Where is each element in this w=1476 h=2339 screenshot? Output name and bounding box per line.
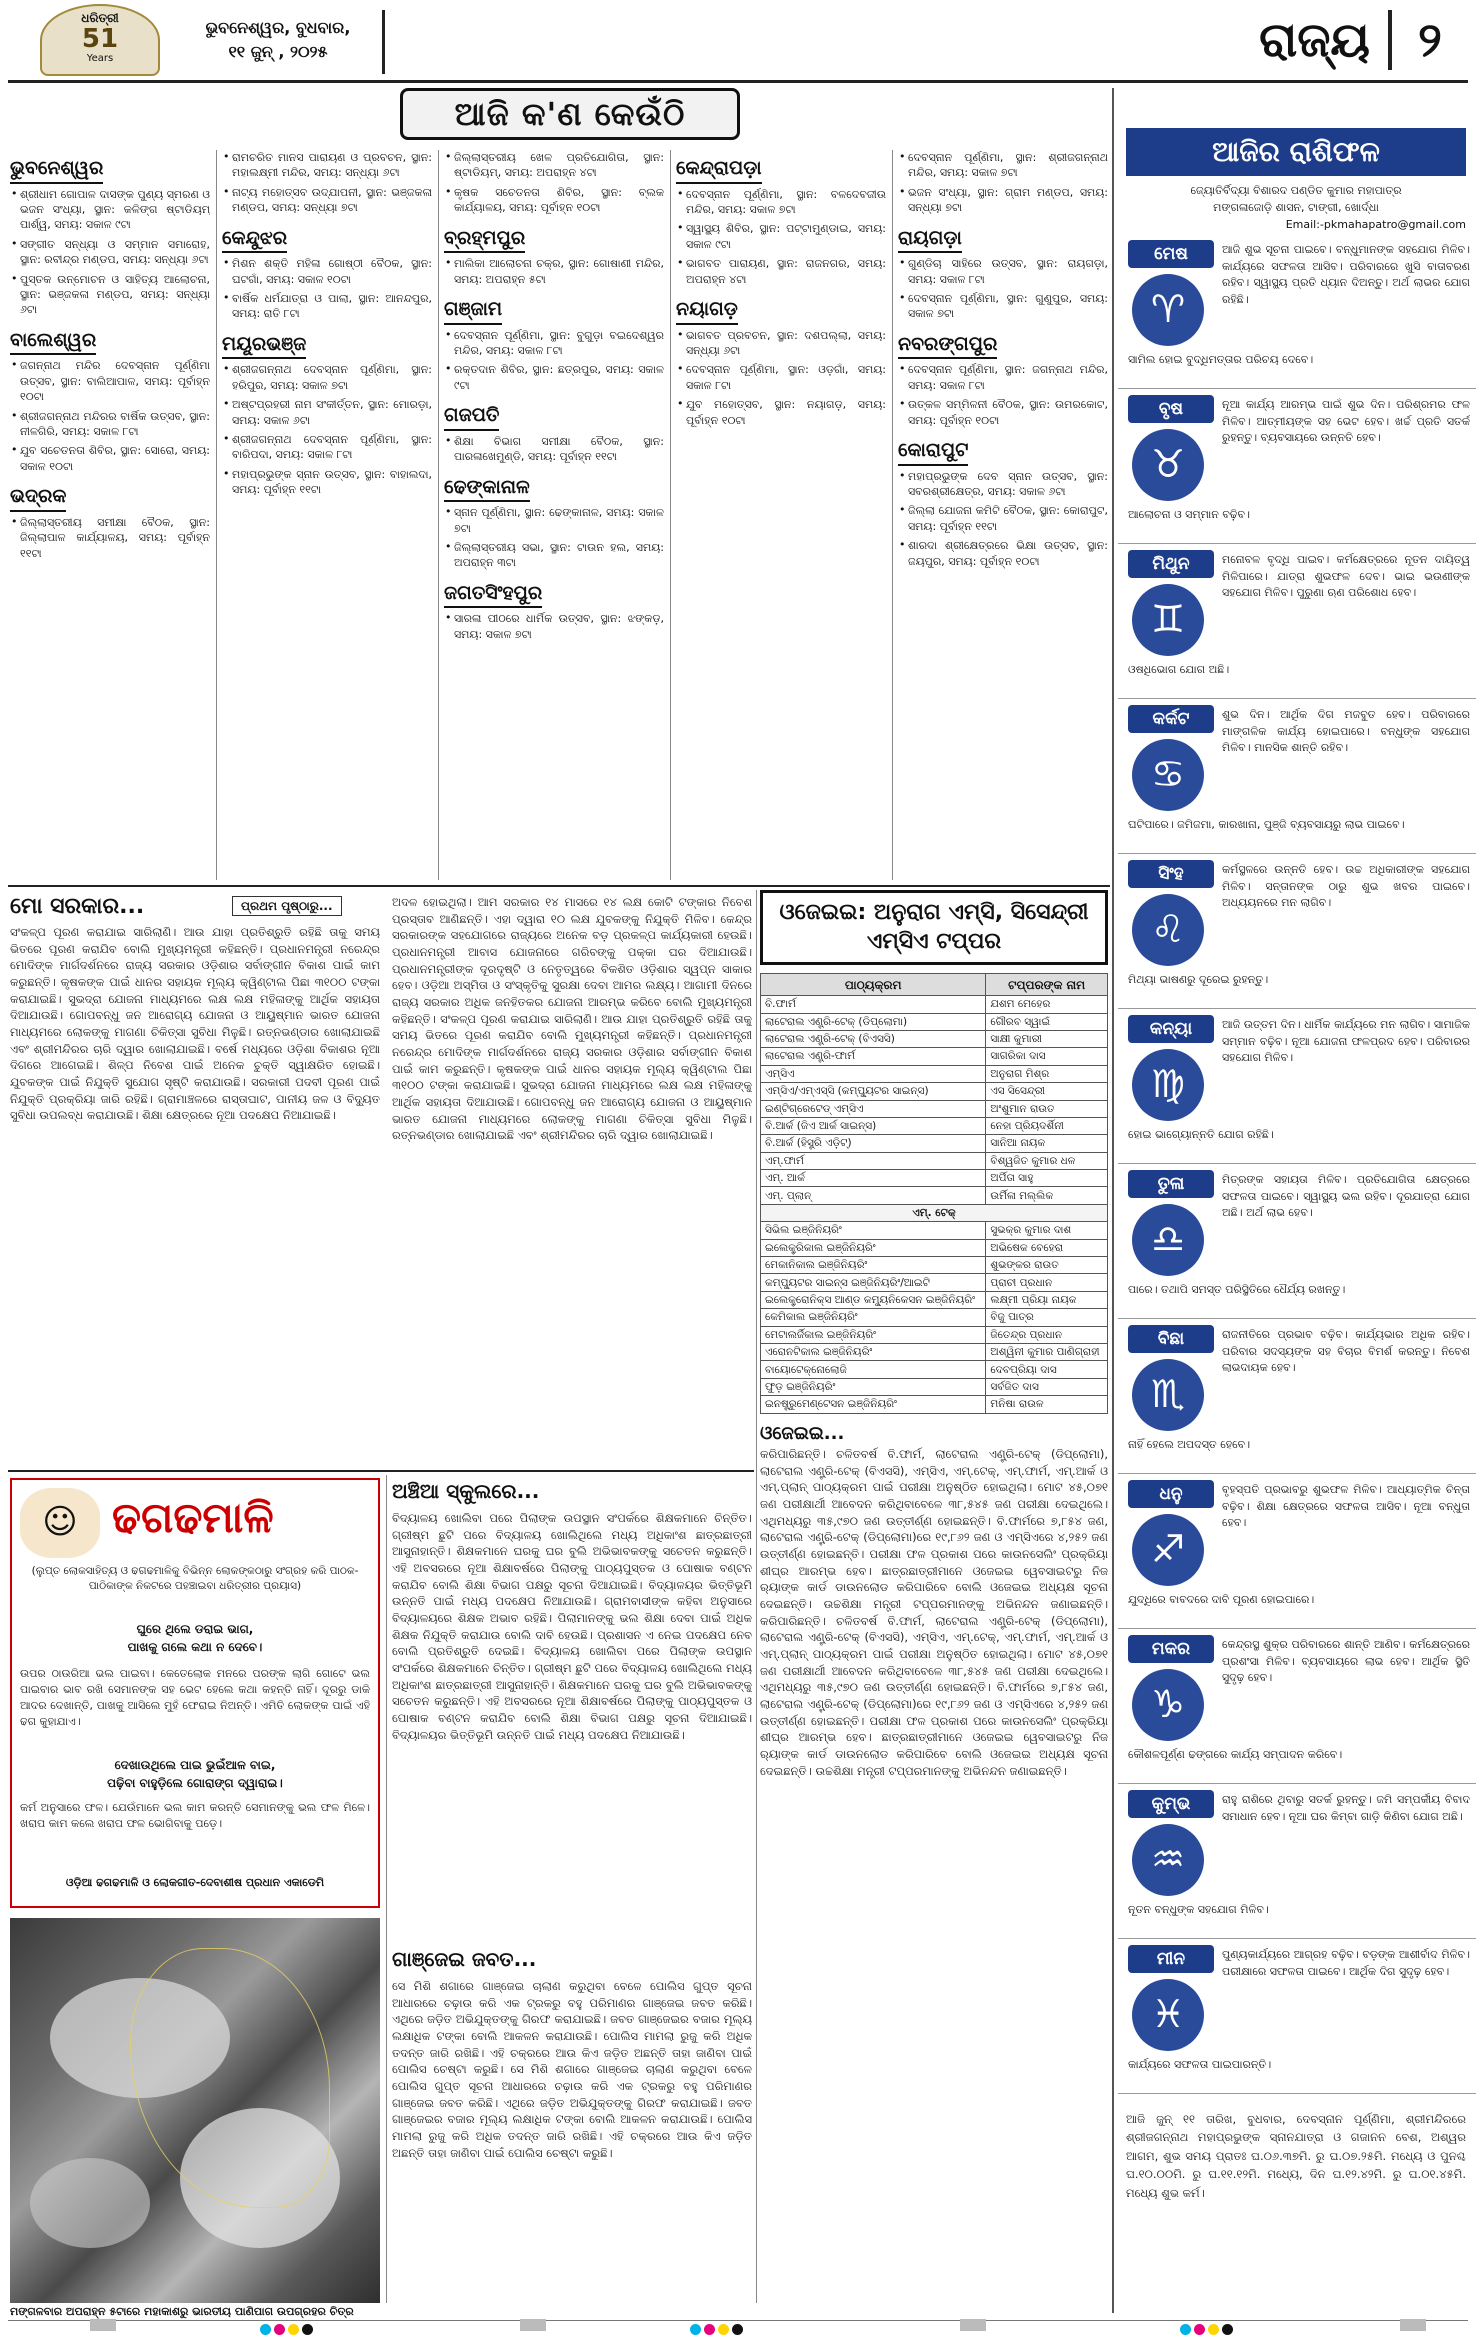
dhamali-body: ଉପର ଠାଉରିଆ ଭଲ ପାଇବା। କେତେଲୋକ ମନରେ ପରଙ୍କ ଲାଗି ଗୋଟେ ଭଲ ପାଇବାର ଭାବ ରଖି ସେମାନଙ୍କ ସହ ଭେଟ ହେଲେ କଥା କହନ୍ତି ନାହିଁ। ଦୂରରୁ ଡାକି ଆଦର ଦେଖାନ୍ତି, ପାଖକୁ ଆସିଲେ ମୁହଁ ଫେରାଇ ନିଅନ୍ତି। ଏମିତି ଲୋକଙ୍କ ପାଇଁ ଏହି ଢଗ କୁହାଯାଏ। xyxy=(20,1667,370,1728)
rashi-tail: କାର୍ଯ୍ୟରେ ସଫଳତା ପାଇପାରନ୍ତି। xyxy=(1128,2058,1272,2071)
ganjei-body xyxy=(392,1978,752,2300)
rashi-divider xyxy=(1118,1628,1476,1629)
district-heading: କେନ୍ଦୁଝର xyxy=(222,226,287,254)
rashi-divider xyxy=(1118,543,1476,544)
rashi-text: ନୂଆ କାର୍ଯ୍ୟ ଆରମ୍ଭ ପାଇଁ ଶୁଭ ଦିନ। ପରିଶ୍ରମର ଫଳ ମିଳିବ। ଆତ୍ମୀୟଙ୍କ ସହ ଭେଟ ହେବ। ଖର୍ଚ୍ଚ ପ୍ରତି ସତର୍କ ରୁହନ୍ତୁ। ବ୍ୟବସାୟରେ ଉନ୍ନତି ହେବ। xyxy=(1222,398,1470,444)
header-date xyxy=(178,16,378,64)
district-heading: ବ୍ରହ୍ମପୁର xyxy=(444,226,525,254)
registration-bar xyxy=(90,2319,116,2331)
rashi-divider xyxy=(1118,388,1476,389)
table-row xyxy=(761,1344,1108,1361)
dhamali-cartoon: ☺ xyxy=(20,1488,100,1558)
zodiac-icon: ♒ xyxy=(1132,1824,1204,1896)
event-item: • ମହାପ୍ରଭୁଙ୍କ ଦେବ ସ୍ନାନ ଉତ୍ସବ, ସ୍ଥାନ: ସବରଶ୍ରୀକ୍ଷେତ୍ର, ସମୟ: ସକାଳ ୬ଟା xyxy=(908,469,1108,500)
event-item: • ରାମଚରିତ ମାନସ ପାରାୟଣ ଓ ପ୍ରବଚନ, ସ୍ଥାନ: ମହାଲକ୍ଷ୍ମୀ ମନ୍ଦିର, ସମୟ: ସନ୍ଧ୍ୟା ୬ଟା xyxy=(232,150,432,181)
registration-dots xyxy=(1180,2323,1236,2339)
event-item: • ଦେବସ୍ନାନ ପୂର୍ଣ୍ଣିମା, ସ୍ଥାନ: ବଳଦେବଜୀଉ ମନ୍ଦିର, ସମୟ: ସକାଳ ୭ଟା xyxy=(686,187,886,218)
ojee-p1: କରିପାରିଛନ୍ତି। ଚଳିତବର୍ଷ ବି.ଫାର୍ମ, ଲାଟେରାଲ ଏଣ୍ଟ୍ରି-ଟେକ୍ (ଡିପ୍ଲୋମା), ଲାଟେରାଲ ଏଣ୍ଟ୍ରି-ଟେକ୍ (ବିଏସସି), ଏମ୍‌ସିଏ, ଏମ୍.ଟେକ୍, ଏମ୍.ଫାର୍ମ, ଏମ୍.ଆର୍କ ଓ ଏମ୍.ପ୍ଲାନ୍ ପାଠ୍ୟକ୍ରମ ପାଇଁ ପରୀକ୍ଷା ଅନୁଷ୍ଠିତ ହୋଇଥିଲା। ମୋଟ ୪୫,୦୭୧ ଜଣ ପରୀକ୍ଷାର୍ଥୀ ଆବେଦନ କରିଥିବାବେଳେ ୩୮,୫୪୫ ଜଣ ପରୀକ୍ଷା ଦେଇଥିଲେ। ଏଥିମଧ୍ୟରୁ ୩୫,୯୭୦ ଜଣ ଉତ୍ତୀର୍ଣ୍ଣ ହୋଇଛନ୍ତି। ବି.ଫାର୍ମରେ ୭,୮୫୪ ଜଣ, ଲାଟେରାଲ ଏଣ୍ଟ୍ରି-ଟେକ୍ (ଡିପ୍ଲୋମା)ରେ ୧୯,୮୬୨ ଜଣ ଓ ଏମ୍‌ସିଏରେ ୪,୨୫୨ ଜଣ ଉତ୍ତୀର୍ଣ୍ଣ ହୋଇଛନ୍ତି। xyxy=(760,1446,1108,1561)
course-cell: ମେକାନିକାଲ ଇଞ୍ଜିନିୟରିଂ xyxy=(761,1257,986,1274)
event-item: • ଦେବସ୍ନାନ ପୂର୍ଣ୍ଣିମା, ସ୍ଥାନ: ଶ୍ରୀଜଗନ୍ନାଥ ମନ୍ଦିର, ସମୟ: ସକାଳ ୭ଟା xyxy=(908,150,1108,181)
course-cell: ସିଭିଲ ଇଞ୍ଜିନିୟରିଂ xyxy=(761,1222,986,1239)
rashi-name: ବିଛା xyxy=(1128,1325,1214,1353)
rashi-name: କର୍କଟ xyxy=(1128,705,1214,733)
rashi-divider xyxy=(1118,1783,1476,1784)
event-item: • ଯୁବ ସଚେତନତା ଶିବିର, ସ୍ଥାନ: ସୋରୋ, ସମୟ: ସକାଳ ୧୦ଟା xyxy=(20,443,210,474)
event-item: • ବାର୍ଷିକ ଧର୍ମଯାତ୍ରା ଓ ପାଲା, ସ୍ଥାନ: ଆନନ୍ଦପୁର, ସମୟ: ରାତି ୮ଟା xyxy=(232,291,432,322)
topper-cell: ଜିତେନ୍ଦ୍ର ପ୍ରଧାନ xyxy=(986,1326,1108,1343)
table-row xyxy=(761,1135,1108,1152)
district-heading: ଜଗତସିଂହପୁର xyxy=(444,581,542,609)
sarkar-p1-repeat: ସଂକଳ୍ପ ପୂରଣ କରାଯାଇ ସାରିଲାଣି। ଆଉ ଯାହା ପ୍ରତିଶ୍ରୁତି ରହିଛି ତାକୁ ସମୟ ଭିତରେ ପୂରଣ କରାଯିବ ବୋଲି ମୁଖ୍ୟମନ୍ତ୍ରୀ କହିଛନ୍ତି। ପ୍ରଧାନମନ୍ତ୍ରୀ ନରେନ୍ଦ୍ର ମୋଦିଙ୍କ ମାର୍ଗଦର୍ଶନରେ ରାଜ୍ୟ ସରକାର ଓଡ଼ିଶାର ସର୍ବାଙ୍ଗୀନ ବିକାଶ ପାଇଁ କାମ କରୁଛନ୍ତି। କୃଷକଙ୍କ ପାଇଁ ଧାନର ସହାୟକ ମୂଲ୍ୟ କ୍ୱିଣ୍ଟାଲ ପିଛା ୩୧୦୦ ଟଙ୍କା କରାଯାଇଛି। ସୁଭଦ୍ରା ଯୋଜନା ମାଧ୍ୟମରେ ଲକ୍ଷ ଲକ୍ଷ ମହିଳାଙ୍କୁ ଆର୍ଥିକ ସହାୟତା ଦିଆଯାଉଛି। ଗୋପବନ୍ଧୁ ଜନ ଆରୋଗ୍ୟ ଯୋଜନା ଓ ଆୟୁଷ୍ମାନ ଭାରତ ଯୋଜନା ମାଧ୍ୟମରେ ଲୋକଙ୍କୁ ମାଗଣା ଚିକିତ୍ସା ସୁବିଧା ମିଳୁଛି। ରତ୍ନଭଣ୍ଡାର ଖୋଲାଯାଇଛି ଏବଂ ଶ୍ରୀମନ୍ଦିରର ଚାରି ଦ୍ୱାର ଖୋଲାଯାଇଛି। xyxy=(392,1011,752,1143)
rashi-tail: ଓଷଧିଭୋଗ ଯୋଗ ଅଛି। xyxy=(1128,663,1230,676)
registration-dot xyxy=(704,2324,715,2335)
rashi-9 xyxy=(1118,1480,1476,1629)
events-col-4 xyxy=(676,150,886,875)
course-cell: ଇଲେକ୍ଟ୍ରିକାଲ ଇଞ୍ଜିନିୟରିଂ xyxy=(761,1239,986,1256)
district-heading: ଗଞ୍ଜାମ xyxy=(444,297,502,325)
topper-cell: ନେହା ପ୍ରିୟଦର୍ଶିନୀ xyxy=(986,1117,1108,1134)
rashi-11 xyxy=(1118,1790,1476,1939)
rashi-6 xyxy=(1118,1015,1476,1164)
rashi-12 xyxy=(1118,1945,1476,2094)
registration-bar xyxy=(1400,2319,1426,2331)
event-item: • ଜିଲ୍ଲାସ୍ତରୀୟ ସମୀକ୍ଷା ବୈଠକ, ସ୍ଥାନ: ଜିଲ୍ଲାପାଳ କାର୍ଯ୍ୟାଳୟ, ସମୟ: ପୂର୍ବାହ୍ନ ୧୧ଟା xyxy=(20,515,210,561)
section-title: ରାଜ୍ୟ xyxy=(1259,12,1370,68)
registration-dot xyxy=(1180,2324,1191,2335)
ojee-p2: ପରୀକ୍ଷା ଫଳ ପ୍ରକାଶ ପରେ କାଉନସେଲିଂ ପ୍ରକ୍ରିୟା ଶୀଘ୍ର ଆରମ୍ଭ ହେବ। ଛାତ୍ରଛାତ୍ରୀମାନେ ଓଜେଇଇ ୱେବସାଇଟରୁ ନିଜ ର‌୍ୟାଙ୍କ କାର୍ଡ ଡାଉନଲୋଡ କରିପାରିବେ ବୋଲି ଓଜେଇଇ ଅଧ୍ୟକ୍ଷ ସୂଚନା ଦେଇଛନ୍ତି। ଉଚ୍ଚଶିକ୍ଷା ମନ୍ତ୍ରୀ ଟପ୍‌ପରମାନଙ୍କୁ ଅଭିନନ୍ଦନ ଜଣାଇଛନ୍ତି। xyxy=(760,1546,1108,1611)
rashi-name: କନ୍ୟା xyxy=(1128,1015,1214,1043)
course-cell: ଇଲେକ୍ଟ୍ରୋନିକ୍ସ ଆଣ୍ଡ କମ୍ୟୁନିକେସନ ଇଞ୍ଜିନିୟରିଂ xyxy=(761,1291,986,1308)
table-row xyxy=(761,1048,1108,1065)
topper-cell: ଉର୍ମିଳା ମଲ୍ଲିକ xyxy=(986,1187,1108,1204)
rashi-tail: ଘଟିପାରେ। ଜମିଜମା, କାରଖାନା, ପୁଞ୍ଜି ବ୍ୟବସାୟରୁ ଲାଭ ପାଇବେ। xyxy=(1128,818,1405,831)
district-heading: ନୟାଗଡ଼ xyxy=(676,297,738,325)
rashi-tail: କୌଶଳପୂର୍ଣ୍ଣ ଢଙ୍ଗରେ କାର୍ଯ୍ୟ ସମ୍ପାଦନ କରିବେ। xyxy=(1128,1748,1343,1761)
event-item: • ନାଟ୍ୟ ମହୋତ୍ସବ ଉଦ୍‌ଯାପନୀ, ସ୍ଥାନ: ଭଞ୍ଜକଳା ମଣ୍ଡପ, ସମୟ: ସନ୍ଧ୍ୟା ୭ଟା xyxy=(232,185,432,216)
table-row xyxy=(761,1083,1108,1100)
event-item: • ଅଷ୍ଟପ୍ରହରୀ ନାମ ସଂକୀର୍ତ୍ତନ, ସ୍ଥାନ: ମୋରଡ଼ା, ସମୟ: ସକାଳ ୬ଟା xyxy=(232,397,432,428)
rashi-name: ମେଷ xyxy=(1128,240,1214,268)
zodiac-icon: ♋ xyxy=(1132,739,1204,811)
registration-dot xyxy=(690,2324,701,2335)
ojee-divider xyxy=(756,890,757,2303)
event-item: • ଶ୍ରୀଜଗନ୍ନାଥ ଦେବସ୍ନାନ ପୂର୍ଣ୍ଣିମା, ସ୍ଥାନ: ହରିପୁର, ସମୟ: ସକାଳ ୭ଟା xyxy=(232,362,432,393)
table-row xyxy=(761,1013,1108,1030)
event-item: • ଦେବସ୍ନାନ ପୂର୍ଣ୍ଣିମା, ସ୍ଥାନ: ବୁଗୁଡ଼ା ବଇଦେଶ୍ୱର ମନ୍ଦିର, ସମୟ: ସକାଳ ୮ଟା xyxy=(454,328,664,359)
ganjei-title: ଗାଞ୍ଜେଇ ଜବତ... xyxy=(392,1947,537,1971)
district-heading: ନବରଙ୍ଗପୁର xyxy=(898,332,997,360)
event-item: • ଜିଲ୍ଲାସ୍ତରୀୟ ଖେଳ ପ୍ରତିଯୋଗିତା, ସ୍ଥାନ: ଷ୍ଟାଡିୟମ୍‌, ସମୟ: ଅପରାହ୍ନ ୪ଟା xyxy=(454,150,664,181)
col-header-course: ପାଠ୍ୟକ୍ରମ xyxy=(761,974,986,996)
page-number: ୨ xyxy=(1418,12,1442,68)
event-item: • ରକ୍ତଦାନ ଶିବିର, ସ୍ଥାନ: ଛତ୍ରପୁର, ସମୟ: ସକାଳ ୯ଟା xyxy=(454,362,664,393)
sarkar-bottom-rule xyxy=(8,1470,754,1472)
event-item: • ମହାପ୍ରଭୁଙ୍କ ସ୍ନାନ ଉତ୍ସବ, ସ୍ଥାନ: ବାହାଲଦା, ସମୟ: ପୂର୍ବାହ୍ନ ୧୧ଟା xyxy=(232,467,432,498)
event-item: • ସ୍ୱାସ୍ଥ୍ୟ ଶିବିର, ସ୍ଥାନ: ପଟ୍ଟାମୁଣ୍ଡାଇ, ସମୟ: ସକାଳ ୯ଟା xyxy=(686,221,886,252)
col-header-name: ଟପ୍‌ପରଙ୍କ ନାମ xyxy=(986,974,1108,996)
registration-dot xyxy=(1222,2324,1233,2335)
sarkar-body-2 xyxy=(392,894,752,1464)
event-item: • ଉତ୍କଳ ସମ୍ମିଳନୀ ବୈଠକ, ସ୍ଥାନ: ଉମରକୋଟ, ସମୟ: ପୂର୍ବାହ୍ନ ୧୦ଟା xyxy=(908,397,1108,428)
course-cell: ଏମ୍‌ସିଏ xyxy=(761,1065,986,1082)
registration-dot xyxy=(1194,2324,1205,2335)
registration-dot xyxy=(302,2324,313,2335)
table-row xyxy=(761,1257,1108,1274)
zodiac-icon: ♎ xyxy=(1132,1204,1204,1276)
ojee-body xyxy=(760,1446,1108,2206)
rashi-name: ଧନୁ xyxy=(1128,1480,1214,1508)
topper-cell: ଶୁଭଙ୍କର ରାଉତ xyxy=(986,1257,1108,1274)
ojee-box xyxy=(760,890,1108,2302)
course-cell: ଲାଟେରାଲ ଏଣ୍ଟ୍ରି-ଟେକ୍ (ବିଏସସି) xyxy=(761,1030,986,1047)
rashi-tail: ପାରେ। ତଥାପି ସମସ୍ତ ପରିସ୍ଥିତିରେ ଧୈର୍ଯ୍ୟ ରଖନ୍ତୁ। xyxy=(1128,1283,1346,1296)
mid-divider xyxy=(386,1475,387,2303)
course-cell: ଏରୋନଟିକାଲ ଇଞ୍ଜିନିୟରିଂ xyxy=(761,1344,986,1361)
right-column-divider xyxy=(1112,88,1114,2313)
col-divider xyxy=(438,150,439,880)
rashi-name: ମକର xyxy=(1128,1635,1214,1663)
course-cell: ଏମ୍. ଆର୍କ xyxy=(761,1170,986,1187)
district-heading: କେନ୍ଦ୍ରାପଡ଼ା xyxy=(676,156,762,184)
col-divider xyxy=(892,150,893,880)
sarkar-p2: ବର୍ଷେ ମଧ୍ୟରେ ଓଡ଼ିଶା ବିକାଶର ନୂଆ ଦିଗରେ ଆଗେଇଛି। ଶିଳ୍ପ ନିବେଶ ପାଇଁ ଅନେକ ଚୁକ୍ତି ସ୍ୱାକ୍ଷରିତ ହୋଇଛି। ଯୁବକଙ୍କ ପାଇଁ ନିଯୁକ୍ତି ସୁଯୋଗ ସୃଷ୍ଟି କରାଯାଉଛି। ସରକାରୀ ପଦବୀ ପୂରଣ ପାଇଁ ନିଯୁକ୍ତି ପ୍ରକ୍ରିୟା ଜାରି ରହିଛି। ଗ୍ରାମାଞ୍ଚଳରେ ରାସ୍ତାଘାଟ, ପାନୀୟ ଜଳ ଓ ବିଦ୍ୟୁତ ସୁବିଧା ଉପଲବ୍ଧ କରାଯାଉଛି। ଶିକ୍ଷା କ୍ଷେତ୍ରରେ ନୂଆ ପଦକ୍ଷେପ ନିଆଯାଇଛି। xyxy=(10,1041,380,1123)
district-heading: ଢେଙ୍କାନାଳ xyxy=(444,475,530,503)
topper-cell: ସାକ୍ଷୀ କୁମାରୀ xyxy=(986,1030,1108,1047)
rashi-tail: ନାହିଁ ହେଲେ ଅପଦସ୍ତ ହେବେ। xyxy=(1128,1438,1251,1451)
rashi-text: ମନୋବଳ ବୃଦ୍ଧି ପାଇବ। କର୍ମକ୍ଷେତ୍ରରେ ନୂତନ ଦାୟିତ୍ୱ ମିଳିପାରେ। ଯାତ୍ରା ଶୁଭଫଳ ଦେବ। ଭାଇ ଭଉଣୀଙ୍କ ସହଯୋଗ ମିଳିବ। ପୁରୁଣା ଋଣ ପରିଶୋଧ ହେବ। xyxy=(1222,553,1470,599)
zodiac-icon: ♓ xyxy=(1132,1979,1204,2051)
table-row xyxy=(761,1239,1108,1256)
cloud-mass xyxy=(30,2158,150,2248)
event-item: • ଶ୍ରୀଧାମ ଗୋପାଳ ଦାସଙ୍କ ପୁଣ୍ୟ ସ୍ମରଣ ଓ ଭଜନ ସଂଧ୍ୟା, ସ୍ଥାନ: କଳିଙ୍ଗ ଷ୍ଟାଡିୟମ୍‌ ପାର୍ଶ୍ୱ, ସମୟ: ସକାଳ ୯ଟା xyxy=(20,187,210,233)
anchhi-body xyxy=(392,1510,752,1940)
registration-dots xyxy=(260,2323,316,2339)
event-item: • ସ୍ନାନ ପୂର୍ଣ୍ଣିମା, ସ୍ଥାନ: ଢେଙ୍କାନାଳ, ସମୟ: ସକାଳ ୭ଟା xyxy=(454,505,664,536)
event-item: • ସଙ୍ଗୀତ ସନ୍ଧ୍ୟା ଓ ସମ୍ମାନ ସମାରୋହ, ସ୍ଥାନ: ରବୀନ୍ଦ୍ର ମଣ୍ଡପ, ସମୟ: ସନ୍ଧ୍ୟା ୬ଟା xyxy=(20,237,210,268)
event-item: • ମାଲିକା ଆଲୋଚନା ଚକ୍ର, ସ୍ଥାନ: ଗୋଷାଣୀ ମନ୍ଦିର, ସମୟ: ଅପରାହ୍ନ ୫ଟା xyxy=(454,256,664,287)
table-row xyxy=(761,1030,1108,1047)
rashi-2 xyxy=(1118,395,1476,544)
course-cell: କେମିକାଲ ଇଞ୍ଜିନିୟରିଂ xyxy=(761,1309,986,1326)
dhamali-body-2: କର୍ମ ଅନୁସାରେ ଫଳ। ଯେଉଁମାନେ ଭଲ କାମ କରନ୍ତି ସେମାନଙ୍କୁ ଭଲ ଫଳ ମିଳେ। ଖରାପ କାମ କଲେ ଖରାପ ଫଳ ଭୋଗିବାକୁ ପଡ଼େ। xyxy=(20,1801,370,1830)
course-cell: କମ୍ପ୍ୟୁଟର ସାଇନ୍ସ ଇଞ୍ଜିନିୟରିଂ/ଆଇଟି xyxy=(761,1274,986,1291)
zodiac-icon: ♍ xyxy=(1132,1049,1204,1121)
district-heading: ଭଦ୍ରକ xyxy=(10,484,66,512)
event-item: • ପୁସ୍ତକ ଉନ୍ମୋଚନ ଓ ସାହିତ୍ୟ ଆଲୋଚନା, ସ୍ଥାନ: ଭଞ୍ଜକଳା ମଣ୍ଡପ, ସମୟ: ସନ୍ଧ୍ୟା ୬ଟା xyxy=(20,272,210,318)
topper-cell: ବିଜୁ ପାତ୍ର xyxy=(986,1309,1108,1326)
badge-top: ଧରିତ୍ରୀ xyxy=(81,11,119,25)
course-cell: ଲାଟେରାଲ ଏଣ୍ଟ୍ରି-ଫାର୍ମ xyxy=(761,1048,986,1065)
ojee-headline: ଓଜେଇଇ: ଅନୁରାଗ ଏମ୍‌ସି, ସିସେନ୍ଦ୍ରୀ ଏମ୍‌ସିଏ ଟପ୍‌ପର xyxy=(760,890,1108,965)
rashi-divider xyxy=(1118,2093,1476,2094)
table-row xyxy=(761,1274,1108,1291)
rashi-text: କର୍ମସ୍ଥଳରେ ଉନ୍ନତି ହେବ। ଉଚ୍ଚ ଅଧିକାରୀଙ୍କ ସହଯୋଗ ମିଳିବ। ସନ୍ତାନଙ୍କ ଠାରୁ ଶୁଭ ଖବର ପାଇବେ। ଅଧ୍ୟୟନରେ ମନ ଲାଗିବ। xyxy=(1222,863,1470,909)
event-item: • ଜଗନ୍ନାଥ ମନ୍ଦିର ଦେବସ୍ନାନ ପୂର୍ଣ୍ଣିମା ଉତ୍ସବ, ସ୍ଥାନ: ବାଲିଆପାଳ, ସମୟ: ପୂର୍ବାହ୍ନ ୧୦ଟା xyxy=(20,358,210,404)
course-cell: ଇନଷ୍ଟ୍ରୁମେଣ୍ଟେସନ ଇଞ୍ଜିନିୟରିଂ xyxy=(761,1396,986,1413)
district-heading: ଭୁବନେଶ୍ୱର xyxy=(10,156,103,184)
rashi-tail: ନୂତନ ବନ୍ଧୁଙ୍କ ସହଯୋଗ ମିଳିବ। xyxy=(1128,1903,1269,1916)
byline-address: ମଙ୍ଗଳାଜୋଡ଼ି ଶାସନ, ଟାଙ୍ଗୀ, ଖୋର୍ଦ୍ଧା xyxy=(1213,201,1379,215)
table-row xyxy=(761,1326,1108,1343)
rashi-divider xyxy=(1118,1938,1476,1939)
verse-line-4: ପଢ଼ିବା ବାହୁଡ଼ିଲେ ଗୋରାଙ୍ଗ ଦ୍ୱାରାଇ। xyxy=(107,1776,283,1790)
zodiac-icon: ♐ xyxy=(1132,1514,1204,1586)
rashi-text: ଆଜି ଶୁଭ ସୂଚନା ପାଇବେ। ବନ୍ଧୁମାନଙ୍କ ସହଯୋଗ ମିଳିବ। କାର୍ଯ୍ୟରେ ସଫଳତା ଆସିବ। ପରିବାରରେ ଖୁସି ବାତାବରଣ ରହିବ। ସ୍ୱାସ୍ଥ୍ୟ ପ୍ରତି ଧ୍ୟାନ ଦିଅନ୍ତୁ। ଅର୍ଥ ଲାଭର ଯୋଗ ରହିଛି। xyxy=(1222,243,1470,306)
district-heading: ରାୟଗଡ଼ା xyxy=(898,226,962,254)
verse-line-1: ଘୁରେ ଥିଲେ ଡରାଇ ଭାଗ, xyxy=(136,1622,254,1636)
course-cell: ଏମ୍‌ସିଏ/ଏମ୍‌ଏସ୍‌ସି (କମ୍ପ୍ୟୁଟର ସାଇନ୍ସ) xyxy=(761,1083,986,1100)
rashi-text: ବୃହସ୍ପତି ପ୍ରଭାବରୁ ଶୁଭଫଳ ମିଳିବ। ଆଧ୍ୟାତ୍ମିକ ଚିନ୍ତା ବଢ଼ିବ। ଶିକ୍ଷା କ୍ଷେତ୍ରରେ ସଫଳତା ଆସିବ। ନୂଆ ବନ୍ଧୁତା ହେବ। xyxy=(1222,1483,1470,1529)
registration-bar xyxy=(520,2319,546,2331)
registration-dot xyxy=(274,2324,285,2335)
district-heading: ବାଲେଶ୍ୱର xyxy=(10,328,96,356)
event-item: • ଶିକ୍ଷା ବିଭାଗ ସମୀକ୍ଷା ବୈଠକ, ସ୍ଥାନ: ପାରଳାଖେମୁଣ୍ଡି, ସମୟ: ପୂର୍ବାହ୍ନ ୧୧ଟା xyxy=(454,434,664,465)
topper-cell: ସାଗରିକା ଦାସ xyxy=(986,1048,1108,1065)
topper-cell: ବିଶ୍ୱଜିତ କୁମାର ଧଳ xyxy=(986,1152,1108,1169)
rashi-divider xyxy=(1118,1473,1476,1474)
dhamali-intro: (ଲୁପ୍ତ ଲୋକସାହିତ୍ୟ ଓ ଢଗଢମାଳିକୁ ବିଭିନ୍ନ ଲୋକଙ୍କଠାରୁ ସଂଗ୍ରହ କରି ପାଠକ-ପାଠିକାଙ୍କ ନିକଟରେ ପହଞ୍ଚାଇବା ଧରିତ୍ରୀର ପ୍ରୟାସ) xyxy=(31,1565,359,1592)
zodiac-icon: ♏ xyxy=(1132,1359,1204,1431)
header-rule xyxy=(8,80,1468,83)
events-col-2 xyxy=(222,150,432,875)
verse-line-2: ପାଖକୁ ଗଲେ କଥା ନ ଦେବେ। xyxy=(127,1640,263,1654)
event-item: • ଦେବସ୍ନାନ ପୂର୍ଣ୍ଣିମା, ସ୍ଥାନ: ଗୁଣୁପୁର, ସମୟ: ସକାଳ ୭ଟା xyxy=(908,291,1108,322)
event-item: • ଶ୍ରୀଜଗନ୍ନାଥ ମନ୍ଦିରର ବାର୍ଷିକ ଉତ୍ସବ, ସ୍ଥାନ: ନୀଳଗିରି, ସମୟ: ସକାଳ ୮ଟା xyxy=(20,409,210,440)
table-row xyxy=(761,1170,1108,1187)
registration-dot xyxy=(260,2324,271,2335)
satellite-image xyxy=(10,1918,380,2303)
rashi-tail: ଆଲୋଚନା ଓ ସମ୍ମାନ ବଢ଼ିବ। xyxy=(1128,508,1250,521)
dhamali-box xyxy=(10,1478,380,1908)
events-heading: ଆଜି କ'ଣ କେଉଁଠି xyxy=(400,88,740,140)
topper-cell: ଯଶମ ମେହେର xyxy=(986,996,1108,1013)
coastline xyxy=(130,1948,330,2208)
topper-cell: ସୁଭକ୍ର କୁମାର ଦାଶ xyxy=(986,1222,1108,1239)
rashi-tail: ଯୁଦ୍ଧିରେ ବାବଦରେ ଦାବି ପୂରଣ ହୋଇପାରେ। xyxy=(1128,1593,1315,1606)
rashi-10 xyxy=(1118,1635,1476,1784)
rashi-name: କୁମ୍ଭ xyxy=(1128,1790,1214,1818)
rashifala-byline xyxy=(1126,182,1466,233)
dhamali-credit: ଓଡ଼ିଆ ଢଗଢମାଳି ଓ ଲୋକଗୀତ-ଦେବାଶୀଷ ପ୍ରଧାନ ଏକାଡେମି xyxy=(65,1876,325,1889)
rashi-text: କେନ୍ଦ୍ରସ୍ଥ ଶୁକ୍ର ପରିବାରରେ ଶାନ୍ତି ଆଣିବ। କର୍ମକ୍ଷେତ୍ରରେ ପ୍ରଶଂସା ମିଳିବ। ବ୍ୟବସାୟରେ ଲାଭ ହେବ। ଆର୍ଥିକ ସ୍ଥିତି ସୁଦୃଢ଼ ହେବ। xyxy=(1222,1638,1470,1684)
registration-dot xyxy=(718,2324,729,2335)
ojee-p1-repeat: କରିପାରିଛନ୍ତି। ଚଳିତବର୍ଷ ବି.ଫାର୍ମ, ଲାଟେରାଲ ଏଣ୍ଟ୍ରି-ଟେକ୍ (ଡିପ୍ଲୋମା), ଲାଟେରାଲ ଏଣ୍ଟ୍ରି-ଟେକ୍ (ବିଏସସି), ଏମ୍‌ସିଏ, ଏମ୍.ଟେକ୍, ଏମ୍.ଫାର୍ମ, ଏମ୍.ଆର୍କ ଓ ଏମ୍.ପ୍ଲାନ୍ ପାଠ୍ୟକ୍ରମ ପାଇଁ ପରୀକ୍ଷା ଅନୁଷ୍ଠିତ ହୋଇଥିଲା। ମୋଟ ୪୫,୦୭୧ ଜଣ ପରୀକ୍ଷାର୍ଥୀ ଆବେଦନ କରିଥିବାବେଳେ ୩୮,୫୪୫ ଜଣ ପରୀକ୍ଷା ଦେଇଥିଲେ। ଏଥିମଧ୍ୟରୁ ୩୫,୯୭୦ ଜଣ ଉତ୍ତୀର୍ଣ୍ଣ ହୋଇଛନ୍ତି। ବି.ଫାର୍ମରେ ୭,୮୫୪ ଜଣ, ଲାଟେରାଲ ଏଣ୍ଟ୍ରି-ଟେକ୍ (ଡିପ୍ଲୋମା)ରେ ୧୯,୮୬୨ ଜଣ ଓ ଏମ୍‌ସିଏରେ ୪,୨୫୨ ଜଣ ଉତ୍ତୀର୍ଣ୍ଣ ହୋଇଛନ୍ତି। xyxy=(760,1613,1108,1728)
rashi-name: ତୁଳା xyxy=(1128,1170,1214,1198)
sarkar-ref: ପ୍ରଥମ ପୃଷ୍ଠାରୁ... xyxy=(232,896,342,916)
panchang: ଆଜି ଜୁନ୍ ୧୧ ତାରିଖ, ବୁଧବାର, ଦେବସ୍ନାନ ପୂର୍ଣ୍ଣିମା, ଶ୍ରୀମନ୍ଦିରରେ ଶ୍ରୀଜଗନ୍ନାଥ ମହାପ୍ରଭୁଙ୍କ ସ୍ନାନଯାତ୍ରା ଓ ଗଜାନନ ବେଶ, ଅଶ୍ୱର ଆଗମ, ଶୁଭ ସମୟ ପ୍ରାତଃ ଘ.୦୬.୩୭ମି. ରୁ ଘ.୦୭.୨୫ମି. ମଧ୍ୟେ ଓ ପୁନଶ୍ଚ ଘ.୧୦.୦୦ମି. ରୁ ଘ.୧୧.୧୨ମି. ମଧ୍ୟେ, ଦିନ ଘ.୧୨.୪୨ମି. ରୁ ଘ.୦୧.୪୫ମି. ମଧ୍ୟେ ଶୁଭ କର୍ମ। xyxy=(1126,2112,1466,2200)
course-cell: ବି.ଫାର୍ମ xyxy=(761,996,986,1013)
district-heading: ମୟୂରଭଞ୍ଜ xyxy=(222,332,306,360)
rashi-divider xyxy=(1118,853,1476,854)
registration-bar xyxy=(960,2319,986,2331)
rashi-tail: ସାମିଲ ହୋଇ ବୁଦ୍ଧିମତ୍ତାର ପରିଚୟ ଦେବେ। xyxy=(1128,353,1314,366)
table-row xyxy=(761,1361,1108,1378)
topper-cell: ଦେବପ୍ରିୟା ଦାସ xyxy=(986,1361,1108,1378)
event-item: • ସାରଳା ପୀଠରେ ଧାର୍ମିକ ଉତ୍ସବ, ସ୍ଥାନ: ଝଙ୍କଡ଼, ସମୟ: ସକାଳ ୭ଟା xyxy=(454,611,664,642)
anchhi-title: ଅଞ୍ଚିଆ ସ୍କୁଲରେ... xyxy=(392,1479,540,1503)
event-item: • ଜିଲ୍ଲାସ୍ତରୀୟ ସଭା, ସ୍ଥାନ: ଟାଉନ ହଲ, ସମୟ: ଅପରାହ୍ନ ୩ଟା xyxy=(454,540,664,571)
event-item: • ଭଜନ ସଂଧ୍ୟା, ସ୍ଥାନ: ଗ୍ରାମ ମଣ୍ଡପ, ସମୟ: ସନ୍ଧ୍ୟା ୭ଟା xyxy=(908,185,1108,216)
topper-cell: ସାନିଆ ନାୟକ xyxy=(986,1135,1108,1152)
rashi-3 xyxy=(1118,550,1476,699)
satellite-caption: ମଙ୍ଗଳବାର ଅପରାହ୍ନ ୫ଟାରେ ମହାକାଶରୁ ଭାରତୀୟ ପାଣିପାଗ ଉପଗ୍ରହର ଚିତ୍ର xyxy=(10,2305,354,2318)
anchhi-p1: ବିଦ୍ୟାଳୟ ଖୋଲିବା ପରେ ପିଲାଙ୍କ ଉପସ୍ଥାନ ସଂପର୍କରେ ଶିକ୍ଷକମାନେ ଚିନ୍ତିତ। ଗ୍ରୀଷ୍ମ ଛୁଟି ପରେ ବିଦ୍ୟାଳୟ ଖୋଲିଥିଲେ ମଧ୍ୟ ଅଧିକାଂଶ ଛାତ୍ରଛାତ୍ରୀ ଆସୁନାହାନ୍ତି। ଶିକ୍ଷକମାନେ ଘରକୁ ଘର ବୁଲି ଅଭିଭାବକଙ୍କୁ ସଚେତନ କରୁଛନ୍ତି। ଏହି ଅବସରରେ ନୂଆ ଶିକ୍ଷାବର୍ଷରେ ପିଲାଙ୍କୁ ପାଠ୍ୟପୁସ୍ତକ ଓ ପୋଷାକ ବଣ୍ଟନ କରାଯିବ ବୋଲି ଶିକ୍ଷା ବିଭାଗ ପକ୍ଷରୁ ସୂଚନା ଦିଆଯାଇଛି। ବିଦ୍ୟାଳୟର ଭିତ୍ତିଭୂମି ଉନ୍ନତି ପାଇଁ ମଧ୍ୟ ପଦକ୍ଷେପ ନିଆଯାଉଛି। xyxy=(392,1511,752,1609)
event-item: • ଭାଗବତ ପାରାୟଣ, ସ୍ଥାନ: ରାଜନଗର, ସମୟ: ଅପରାହ୍ନ ୪ଟା xyxy=(686,256,886,287)
rashi-5 xyxy=(1118,860,1476,1009)
course-cell: ଲାଟେରାଲ ଏଣ୍ଟ୍ରି-ଟେକ୍ (ଡିପ୍ଲୋମା) xyxy=(761,1013,986,1030)
rashi-text: ରାହୁ ରାଶିରେ ଥିବାରୁ ସତର୍କ ରୁହନ୍ତୁ। ଜମି ସମ୍ପର୍କୀୟ ବିବାଦ ସମାଧାନ ହେବ। ନୂଆ ଘର କିମ୍ବା ଗାଡ଼ି କିଣିବା ଯୋଗ ଅଛି। xyxy=(1222,1793,1470,1823)
event-item: • ଗୁଣ୍ଡିଚା ସାହିରେ ଉତ୍ସବ, ସ୍ଥାନ: ରାୟଗଡ଼ା, ସମୟ: ସକାଳ ୮ଟା xyxy=(908,256,1108,287)
topper-cell: ମନିଷା ରାଉଳ xyxy=(986,1396,1108,1413)
rashi-7 xyxy=(1118,1170,1476,1319)
registration-dot xyxy=(1208,2324,1219,2335)
header-place-day: ଭୁବନେଶ୍ୱର, ବୁଧବାର, xyxy=(205,18,351,37)
event-item: • ମିଶନ ଶକ୍ତି ମହିଳା ଗୋଷ୍ଠୀ ବୈଠକ, ସ୍ଥାନ: ଘଟଗାଁ, ସମୟ: ସକାଳ ୧୦ଟା xyxy=(232,256,432,287)
district-heading: କୋରାପୁଟ xyxy=(898,438,968,466)
topper-cell: ସର୍ବଜିତ ଦାସ xyxy=(986,1378,1108,1395)
verse-line-3: ଦେଖାଉଥିଲେ ପାଇ ଭୁଇଁଆଳ ବାଇ, xyxy=(114,1758,276,1772)
rashi-text: ରାଜନୀତିରେ ପ୍ରଭାବ ବଢ଼ିବ। କାର୍ଯ୍ୟଭାର ଅଧିକ ରହିବ। ପରିବାର ସଦସ୍ୟଙ୍କ ସହ ବିଚାର ବିମର୍ଶ କରନ୍ତୁ। ନିବେଶ ଲାଭଦାୟକ ହେବ। xyxy=(1222,1328,1470,1374)
topper-cell: ଅର୍ପିତା ସାହୁ xyxy=(986,1170,1108,1187)
registration-dot xyxy=(288,2324,299,2335)
topper-cell: ଗୌରବ ସ୍ୱାଇଁ xyxy=(986,1013,1108,1030)
table-row xyxy=(761,1378,1108,1395)
ojee-cont-title: ଓଜେଇଇ... xyxy=(760,1422,845,1444)
table-row xyxy=(761,1396,1108,1413)
byline-email: Email:-pkmahapatro@gmail.com xyxy=(1285,218,1466,232)
dhamali-title: ଢଗଢମାଳି xyxy=(112,1493,274,1542)
topper-cell: ଲକ୍ଷ୍ମୀ ପ୍ରିୟା ନାୟକ xyxy=(986,1291,1108,1308)
course-cell: ଇଣ୍ଟିଗ୍ରେଟେଡ୍ ଏମ୍‌ସିଏ xyxy=(761,1100,986,1117)
table-row xyxy=(761,1309,1108,1326)
badge-number: 51 xyxy=(81,24,119,55)
event-item: • ଶ୍ରୀଜଗନ୍ନାଥ ଦେବସ୍ନାନ ପୂର୍ଣ୍ଣିମା, ସ୍ଥାନ: ବାରିପଦା, ସମୟ: ସକାଳ ୮ଟା xyxy=(232,432,432,463)
table-subheader: ଏମ୍. ଟେକ୍ xyxy=(761,1204,1108,1221)
zodiac-icon: ♑ xyxy=(1132,1669,1204,1741)
rashi-tail: ହୋଇ ଭାଗ୍ୟୋନ୍ନତି ଯୋଗ ରହିଛି। xyxy=(1128,1128,1274,1141)
course-cell: ବାୟୋଟେକ୍ନୋଲୋଜି xyxy=(761,1361,986,1378)
table-row xyxy=(761,1152,1108,1169)
table-row xyxy=(761,1117,1108,1134)
badge-bottom: Years xyxy=(86,53,114,65)
sarkar-p4: ପ୍ରଧାନମନ୍ତ୍ରୀଙ୍କ ଦୂରଦୃଷ୍ଟି ଓ ନେତୃତ୍ୱରେ ବିକଶିତ ଓଡ଼ିଶାର ସ୍ୱପ୍ନ ସାକାର ହେବ। ଓଡ଼ିଆ ଅସ୍ମିତା ଓ ସଂସ୍କୃତିକୁ ସୁରକ୍ଷା ଦେବା ଆମର ଲକ୍ଷ୍ୟ। ଆଗାମୀ ଦିନରେ ରାଜ୍ୟ ସରକାର ଅଧିକ ଜନହିତକର ଯୋଜନା ଆରମ୍ଭ କରିବେ ବୋଲି ମୁଖ୍ୟମନ୍ତ୍ରୀ କହିଛନ୍ତି। xyxy=(392,961,752,1026)
course-cell: ମେଟାଲର୍ଜିକାଲ ଇଞ୍ଜିନିୟରିଂ xyxy=(761,1326,986,1343)
rashi-name: ମୀନ xyxy=(1128,1945,1214,1973)
sarkar-p1: ସଂକଳ୍ପ ପୂରଣ କରାଯାଇ ସାରିଲାଣି। ଆଉ ଯାହା ପ୍ରତିଶ୍ରୁତି ରହିଛି ତାକୁ ସମୟ ଭିତରେ ପୂରଣ କରାଯିବ ବୋଲି ମୁଖ୍ୟମନ୍ତ୍ରୀ କହିଛନ୍ତି। ପ୍ରଧାନମନ୍ତ୍ରୀ ନରେନ୍ଦ୍ର ମୋଦିଙ୍କ ମାର୍ଗଦର୍ଶନରେ ରାଜ୍ୟ ସରକାର ଓଡ଼ିଶାର ସର୍ବାଙ୍ଗୀନ ବିକାଶ ପାଇଁ କାମ କରୁଛନ୍ତି। କୃଷକଙ୍କ ପାଇଁ ଧାନର ସହାୟକ ମୂଲ୍ୟ କ୍ୱିଣ୍ଟାଲ ପିଛା ୩୧୦୦ ଟଙ୍କା କରାଯାଇଛି। ସୁଭଦ୍ରା ଯୋଜନା ମାଧ୍ୟମରେ ଲକ୍ଷ ଲକ୍ଷ ମହିଳାଙ୍କୁ ଆର୍ଥିକ ସହାୟତା ଦିଆଯାଉଛି। ଗୋପବନ୍ଧୁ ଜନ ଆରୋଗ୍ୟ ଯୋଜନା ଓ ଆୟୁଷ୍ମାନ ଭାରତ ଯୋଜନା ମାଧ୍ୟମରେ ଲୋକଙ୍କୁ ମାଗଣା ଚିକିତ୍ସା ସୁବିଧା ମିଳୁଛି। ରତ୍ନଭଣ୍ଡାର ଖୋଲାଯାଇଛି ଏବଂ ଶ୍ରୀମନ୍ଦିରର ଚାରି ଦ୍ୱାର ଖୋଲାଯାଇଛି। xyxy=(10,925,380,1056)
table-row xyxy=(761,1222,1108,1239)
sarkar-p3: ଅଦଳ ହୋଇଥିଲା। ଆମ ସରକାର ୧୪ ମାସରେ ୧୪ ଲକ୍ଷ କୋଟି ଟଙ୍କାର ନିବେଶ ପ୍ରସ୍ତାବ ଆଣିଛନ୍ତି। ଏହା ଦ୍ୱାରା ୧୦ ଲକ୍ଷ ଯୁବକଙ୍କୁ ନିଯୁକ୍ତି ମିଳିବ। କେନ୍ଦ୍ର ସରକାରଙ୍କ ସହଯୋଗରେ ରାଜ୍ୟରେ ଅନେକ ବଡ଼ ପ୍ରକଳ୍ପ କାର୍ଯ୍ୟକାରୀ ହେଉଛି। ପ୍ରଧାନମନ୍ତ୍ରୀ ଆବାସ ଯୋଜନାରେ ଗରିବଙ୍କୁ ପକ୍କା ଘର ଦିଆଯାଉଛି। xyxy=(392,895,752,960)
event-item: • ଦେବସ୍ନାନ ପୂର୍ଣ୍ଣିମା, ସ୍ଥାନ: ଜଗନ୍ନାଥ ମନ୍ଦିର, ସମୟ: ସକାଳ ୮ଟା xyxy=(908,362,1108,393)
table-row xyxy=(761,996,1108,1013)
ojee-p2-repeat: ପରୀକ୍ଷା ଫଳ ପ୍ରକାଶ ପରେ କାଉନସେଲିଂ ପ୍ରକ୍ରିୟା ଶୀଘ୍ର ଆରମ୍ଭ ହେବ। ଛାତ୍ରଛାତ୍ରୀମାନେ ଓଜେଇଇ ୱେବସାଇଟରୁ ନିଜ ର‌୍ୟାଙ୍କ କାର୍ଡ ଡାଉନଲୋଡ କରିପାରିବେ ବୋଲି ଓଜେଇଇ ଅଧ୍ୟକ୍ଷ ସୂଚନା ଦେଇଛନ୍ତି। ଉଚ୍ଚଶିକ୍ଷା ମନ୍ତ୍ରୀ ଟପ୍‌ପରମାନଙ୍କୁ ଅଭିନନ୍ଦନ ଜଣାଇଛନ୍ତି। xyxy=(760,1713,1108,1778)
course-cell: ବି.ଆର୍କ (ଜିଏ ଆର୍କ ସାଇନ୍ସ) xyxy=(761,1117,986,1134)
col-divider xyxy=(670,150,671,880)
rashi-text: ପୁଣ୍ୟକାର୍ଯ୍ୟରେ ଆଗ୍ରହ ବଢ଼ିବ। ବଡ଼ଙ୍କ ଆଶୀର୍ବାଦ ମିଳିବ। ପରୀକ୍ଷାରେ ସଫଳତା ପାଇବେ। ଆର୍ଥିକ ଦିଗ ସୁଦୃଢ଼ ହେବ। xyxy=(1222,1948,1470,1978)
anchhi-p2: ଗ୍ରାମବାସୀଙ୍କ କହିବା ଅନୁସାରେ ବିଦ୍ୟାଳୟରେ ଶିକ୍ଷକ ଅଭାବ ରହିଛି। ପିଲାମାନଙ୍କୁ ଭଲ ଶିକ୍ଷା ଦେବା ପାଇଁ ଅଧିକ ଶିକ୍ଷକ ନିଯୁକ୍ତି କରାଯାଉ ବୋଲି ଦାବି ହେଉଛି। ପ୍ରଶାସନ ଏ ନେଇ ପଦକ୍ଷେପ ନେବ ବୋଲି ପ୍ରତିଶ୍ରୁତି ଦେଇଛି। xyxy=(392,1594,752,1659)
rashi-tail: ମିଥ୍ୟା ଭାଷଣରୁ ଦୂରେଇ ରୁହନ୍ତୁ। xyxy=(1128,973,1269,986)
header-date-line: ୧୧ ଜୁନ୍ , ୨୦୨୫ xyxy=(228,42,328,61)
event-item: • ଜିଲ୍ଲା ଯୋଜନା କମିଟି ବୈଠକ, ସ୍ଥାନ: କୋରାପୁଟ, ସମୟ: ପୂର୍ବାହ୍ନ ୧୧ଟା xyxy=(908,503,1108,534)
topper-cell: ଏସ ସିସେନ୍ଦ୍ରୀ xyxy=(986,1083,1108,1100)
rashi-name: ବୃଷ xyxy=(1128,395,1214,423)
zodiac-icon: ♌ xyxy=(1132,894,1204,966)
course-cell: ବି.ଆର୍କ (ହିସ୍ଟ୍ରି ଏଡ଼ିଟ୍) xyxy=(761,1135,986,1152)
table-row xyxy=(761,1065,1108,1082)
course-cell: ଏମ୍. ପ୍ଲାନ୍ xyxy=(761,1187,986,1204)
registration-dot xyxy=(732,2324,743,2335)
table-row xyxy=(761,1187,1108,1204)
rashi-1 xyxy=(1118,240,1476,389)
event-item: • ଯୁବ ମହୋତ୍ସବ, ସ୍ଥାନ: ନୟାଗଡ଼, ସମୟ: ପୂର୍ବାହ୍ନ ୧୦ଟା xyxy=(686,397,886,428)
anchhi-p1-repeat: ବିଦ୍ୟାଳୟ ଖୋଲିବା ପରେ ପିଲାଙ୍କ ଉପସ୍ଥାନ ସଂପର୍କରେ ଶିକ୍ଷକମାନେ ଚିନ୍ତିତ। ଗ୍ରୀଷ୍ମ ଛୁଟି ପରେ ବିଦ୍ୟାଳୟ ଖୋଲିଥିଲେ ମଧ୍ୟ ଅଧିକାଂଶ ଛାତ୍ରଛାତ୍ରୀ ଆସୁନାହାନ୍ତି। ଶିକ୍ଷକମାନେ ଘରକୁ ଘର ବୁଲି ଅଭିଭାବକଙ୍କୁ ସଚେତନ କରୁଛନ୍ତି। ଏହି ଅବସରରେ ନୂଆ ଶିକ୍ଷାବର୍ଷରେ ପିଲାଙ୍କୁ ପାଠ୍ୟପୁସ୍ତକ ଓ ପୋଷାକ ବଣ୍ଟନ କରାଯିବ ବୋଲି ଶିକ୍ଷା ବିଭାଗ ପକ୍ଷରୁ ସୂଚନା ଦିଆଯାଇଛି। ବିଦ୍ୟାଳୟର ଭିତ୍ତିଭୂମି ଉନ୍ନତି ପାଇଁ ମଧ୍ୟ ପଦକ୍ଷେପ ନିଆଯାଉଛି। xyxy=(392,1644,752,1742)
sarkar-body-1 xyxy=(10,924,380,1464)
ojee-toppers-table xyxy=(760,973,1108,1413)
events-col-5 xyxy=(898,150,1108,875)
footer-rule xyxy=(8,2320,1468,2321)
masthead-badge xyxy=(40,4,160,76)
event-item: • ଭାଗବତ ପ୍ରବଚନ, ସ୍ଥାନ: ଦଶପଲ୍ଲା, ସମୟ: ସନ୍ଧ୍ୟା ୬ଟା xyxy=(686,328,886,359)
section-divider xyxy=(1388,10,1392,70)
byline-name: ଜ୍ୟୋତିର୍ବିଦ୍ୟା ବିଶାରଦ ପଣ୍ଡିତ କୁମାର ମହାପାତ୍ର xyxy=(1190,184,1402,197)
rashi-divider xyxy=(1118,1318,1476,1319)
zodiac-icon: ♊ xyxy=(1132,584,1204,656)
rashi-4 xyxy=(1118,705,1476,854)
topper-cell: ଅଂଶୁମାନ ରାଉତ xyxy=(986,1100,1108,1117)
district-heading: ଗଜପତି xyxy=(444,403,499,431)
rashi-text: ମିତ୍ରଙ୍କ ସହାୟତା ମିଳିବ। ପ୍ରତିଯୋଗିତା କ୍ଷେତ୍ରରେ ସଫଳତା ପାଇବେ। ସ୍ୱାସ୍ଥ୍ୟ ଭଲ ରହିବ। ଦୂରଯାତ୍ରା ଯୋଗ ଅଛି। ଅର୍ଥ ଲାଭ ହେବ। xyxy=(1222,1173,1470,1219)
rashi-divider xyxy=(1118,698,1476,699)
header-date-divider xyxy=(382,10,385,74)
events-bottom-rule xyxy=(8,885,1110,887)
rashi-text: ଶୁଭ ଦିନ। ଆର୍ଥିକ ଦିଗ ମଜବୁତ ହେବ। ପରିବାରରେ ମାଙ୍ଗଳିକ କାର୍ଯ୍ୟ ହୋଇପାରେ। ବନ୍ଧୁଙ୍କ ସହଯୋଗ ମିଳିବ। ମାନସିକ ଶାନ୍ତି ରହିବ। xyxy=(1222,708,1470,754)
sarkar-title: ମୋ ସରକାର... xyxy=(10,894,145,919)
table-row xyxy=(761,1204,1108,1221)
ganjei-p1-repeat: ସେ ମିଶି ଶଗାରେ ଗାଞ୍ଜେଇ ଚାଲାଣ କରୁଥିବା ବେଳେ ପୋଲିସ ଗୁପ୍ତ ସୂଚନା ଆଧାରରେ ଚଢ଼ାଉ କରି ଏକ ଟ୍ରକରୁ ବହୁ ପରିମାଣର ଗାଞ୍ଜେଇ ଜବତ କରିଛି। ଏଥିରେ ଜଡ଼ିତ ଅଭିଯୁକ୍ତଙ୍କୁ ଗିରଫ କରାଯାଇଛି। ଜବତ ଗାଞ୍ଜେଇର ବଜାର ମୂଲ୍ୟ ଲକ୍ଷାଧିକ ଟଙ୍କା ବୋଲି ଆକଳନ କରାଯାଉଛି। ପୋଲିସ ମାମଲା ରୁଜୁ କରି ଅଧିକ ତଦନ୍ତ ଜାରି ରଖିଛି। ଏହି ଚକ୍ରରେ ଆଉ କିଏ ଜଡ଼ିତ ଅଛନ୍ତି ତାହା ଜାଣିବା ପାଇଁ ପୋଲିସ ଚେଷ୍ଟା କରୁଛି। xyxy=(392,2062,752,2160)
zodiac-icon: ♈ xyxy=(1132,274,1204,346)
ganjei-p1: ସେ ମିଶି ଶଗାରେ ଗାଞ୍ଜେଇ ଚାଲାଣ କରୁଥିବା ବେଳେ ପୋଲିସ ଗୁପ୍ତ ସୂଚନା ଆଧାରରେ ଚଢ଼ାଉ କରି ଏକ ଟ୍ରକରୁ ବହୁ ପରିମାଣର ଗାଞ୍ଜେଇ ଜବତ କରିଛି। ଏଥିରେ ଜଡ଼ିତ ଅଭିଯୁକ୍ତଙ୍କୁ ଗିରଫ କରାଯାଇଛି। ଜବତ ଗାଞ୍ଜେଇର ବଜାର ମୂଲ୍ୟ ଲକ୍ଷାଧିକ ଟଙ୍କା ବୋଲି ଆକଳନ କରାଯାଉଛି। ପୋଲିସ ମାମଲା ରୁଜୁ କରି ଅଧିକ ତଦନ୍ତ ଜାରି ରଖିଛି। ଏହି ଚକ୍ରରେ ଆଉ କିଏ ଜଡ଼ିତ ଅଛନ୍ତି ତାହା ଜାଣିବା ପାଇଁ ପୋଲିସ ଚେଷ୍ଟା କରୁଛି। xyxy=(392,1979,752,2077)
topper-cell: ଅଭିଷେକ ବେହେରା xyxy=(986,1239,1108,1256)
rashi-divider xyxy=(1118,1163,1476,1164)
table-row xyxy=(761,1100,1108,1117)
rashi-name: ସିଂହ xyxy=(1128,860,1214,888)
event-item: • ଶାରଦା ଶ୍ରୀକ୍ଷେତ୍ରରେ ଭିକ୍ଷା ଉତ୍ସବ, ସ୍ଥାନ: ଜୟପୁର, ସମୟ: ପୂର୍ବାହ୍ନ ୧୦ଟା xyxy=(908,538,1108,569)
topper-cell: ଅଶ୍ୱିନୀ କୁମାର ପାଣିଗ୍ରାହୀ xyxy=(986,1344,1108,1361)
course-cell: ଫୁଡ଼ ଇଞ୍ଜିନିୟରିଂ xyxy=(761,1378,986,1395)
rashifala-heading: ଆଜିର ରାଶିଫଳ xyxy=(1126,128,1466,176)
course-cell: ଏମ୍.ଫାର୍ମ xyxy=(761,1152,986,1169)
zodiac-icon: ♉ xyxy=(1132,429,1204,501)
dhamali-verse-2 xyxy=(20,1756,370,1792)
topper-cell: ଅନୁରାଗ ମିଶ୍ର xyxy=(986,1065,1108,1082)
rashi-divider xyxy=(1118,1008,1476,1009)
rashi-name: ମିଥୁନ xyxy=(1128,550,1214,578)
event-item: • ଦେବସ୍ନାନ ପୂର୍ଣ୍ଣିମା, ସ୍ଥାନ: ଓଡ଼ଗାଁ, ସମୟ: ସକାଳ ୮ଟା xyxy=(686,362,886,393)
dhamali-verse xyxy=(20,1620,370,1656)
table-row xyxy=(761,1291,1108,1308)
event-item: • କୃଷକ ସଚେତନତା ଶିବିର, ସ୍ଥାନ: ବ୍ଲକ କାର୍ଯ୍ୟାଳୟ, ସମୟ: ପୂର୍ବାହ୍ନ ୧୦ଟା xyxy=(454,185,664,216)
events-col-3 xyxy=(444,150,664,875)
rashi-text: ଆଜି ଉତ୍ତମ ଦିନ। ଧାର୍ମିକ କାର୍ଯ୍ୟରେ ମନ ଲାଗିବ। ସାମାଜିକ ସମ୍ମାନ ବଢ଼ିବ। ନୂଆ ଯୋଜନା ଫଳପ୍ରଦ ହେବ। ପରିବାରର ସହଯୋଗ ମିଳିବ। xyxy=(1222,1018,1470,1064)
rashi-8 xyxy=(1118,1325,1476,1474)
registration-dots xyxy=(690,2323,746,2339)
topper-cell: ପ୍ରାଚୀ ପ୍ରଧାନ xyxy=(986,1274,1108,1291)
col-divider xyxy=(216,150,217,880)
events-col-1 xyxy=(10,150,210,875)
